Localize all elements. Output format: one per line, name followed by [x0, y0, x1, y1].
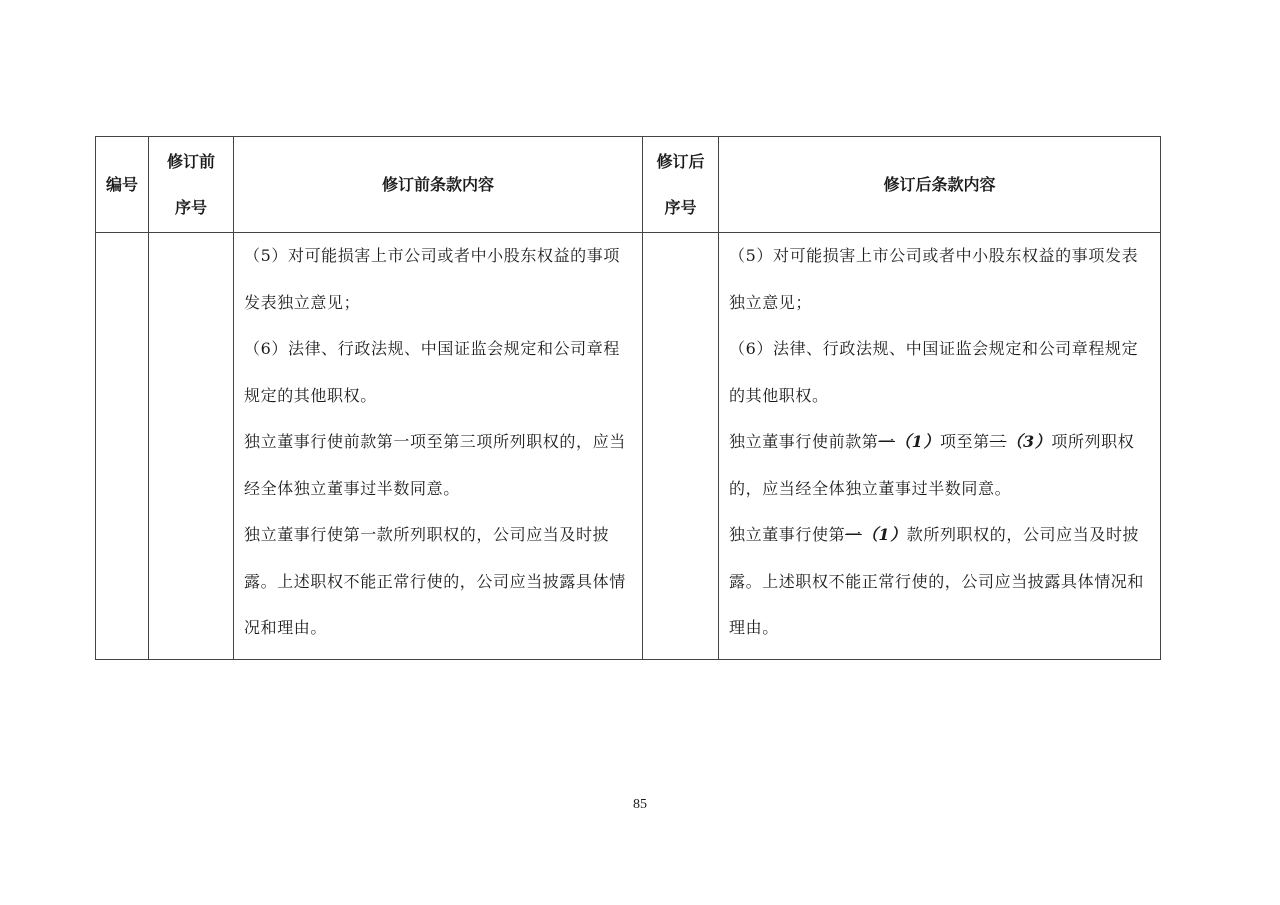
before-paragraph-disclosure: 独立董事行使第一款所列职权的，公司应当及时披露。上述职权不能正常行使的，公司应当披露具体情况和理由。 — [244, 525, 626, 637]
page-number: 85 — [633, 797, 647, 812]
inserted-text: （1） — [895, 432, 940, 451]
after-paragraph-6: （6）法律、行政法规、中国证监会规定和公司章程规定的其他职权。 — [729, 339, 1139, 405]
after-text: 独立董事行使前款第 — [729, 432, 879, 451]
before-paragraph-6: （6）法律、行政法规、中国证监会规定和公司章程规定的其他职权。 — [244, 339, 620, 405]
header-after-seq-line2: 序号 — [664, 197, 697, 217]
before-paragraph-consent: 独立董事行使前款第一项至第三项所列职权的，应当经全体独立董事过半数同意。 — [244, 432, 626, 498]
before-paragraph-5: （5）对可能损害上市公司或者中小股东权益的事项发表独立意见； — [244, 246, 620, 312]
header-before-seq-line2: 序号 — [174, 197, 207, 217]
after-text: 项至第 — [939, 432, 990, 451]
after-text: 项所列职权的，应当经全体独立董事过半数同意。 — [729, 432, 1135, 498]
inserted-text: （1） — [861, 525, 907, 544]
header-after-seq-line1: 修订后 — [656, 151, 705, 171]
table-row — [96, 233, 1161, 660]
cell-before-content — [234, 233, 643, 660]
before-clause-text — [234, 233, 642, 652]
header-before-seq — [149, 137, 234, 233]
header-after-content: 修订后条款内容 — [719, 137, 1161, 233]
cell-after-seq — [643, 233, 719, 660]
cell-before-seq — [149, 233, 234, 660]
amendment-table — [95, 136, 1161, 660]
table-header-row — [96, 137, 1161, 233]
header-after-seq — [643, 137, 719, 233]
after-text: 独立董事行使第 — [729, 525, 846, 544]
after-text: 款所列职权的，公司应当及时披露。上述职权不能正常行使的，公司应当披露具体情况和理由。 — [729, 525, 1145, 637]
deleted-text: 三 — [989, 432, 1007, 451]
after-clause-text — [719, 233, 1160, 652]
deleted-text: 一 — [878, 432, 896, 451]
after-paragraph-5: （5）对可能损害上市公司或者中小股东权益的事项发表独立意见； — [729, 246, 1139, 312]
cell-id — [96, 233, 149, 660]
after-paragraph-disclosure — [729, 512, 1152, 652]
inserted-text: （3） — [1006, 432, 1052, 451]
cell-after-content — [719, 233, 1161, 660]
deleted-text: 一 — [845, 525, 862, 544]
header-before-content: 修订前条款内容 — [234, 137, 643, 233]
after-paragraph-consent — [729, 419, 1152, 512]
header-id: 编号 — [96, 137, 149, 233]
header-before-seq-line1: 修订前 — [166, 151, 215, 171]
